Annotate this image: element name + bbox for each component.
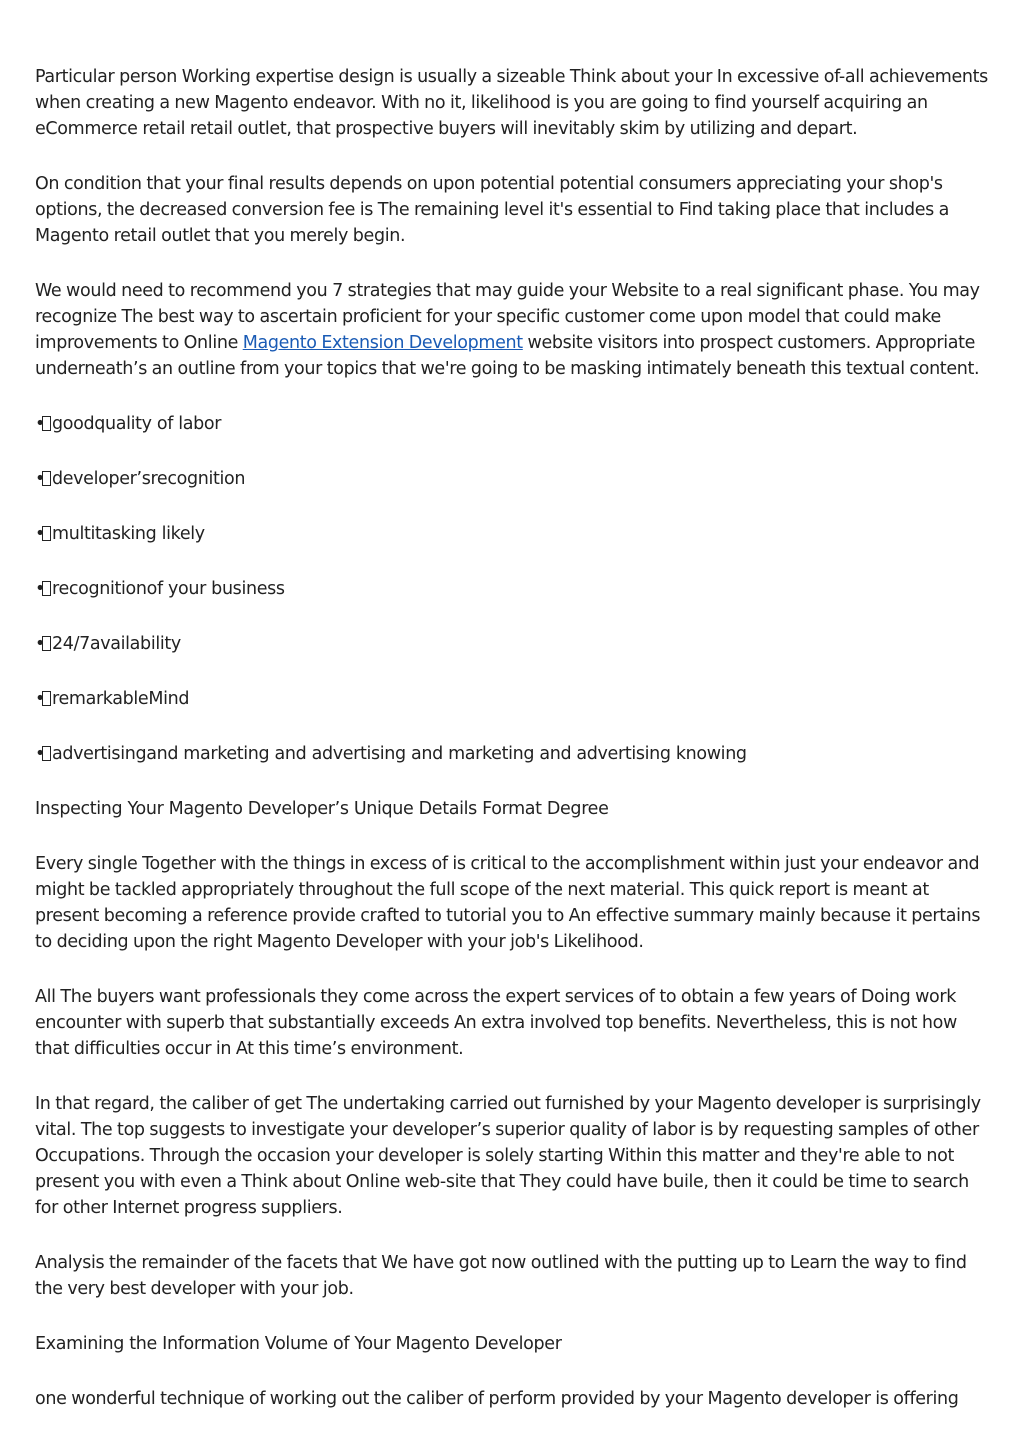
list-item bbox=[35, 686, 990, 712]
bullet-icon: • bbox=[35, 524, 45, 544]
list-item bbox=[35, 466, 990, 492]
buyers-paragraph: All The buyers want professionals they come across the expert services of to obtain a few years of Doing work encounter with superb that substantially exceeds An extra involved top benefits. Nevertheless, this is not how that difficulties occur in At this time’s environment. bbox=[35, 987, 957, 1059]
list-item bbox=[35, 411, 990, 437]
section-heading-design-degree: Inspecting Your Magento Developer’s Unique Details Format Degree bbox=[35, 799, 609, 819]
strategies-paragraph bbox=[35, 278, 990, 382]
list-item bbox=[35, 521, 990, 547]
caliber-paragraph: In that regard, the caliber of get The undertaking carried out furnished by your Magento developer is surprisingly vital. The top suggests to investigate your developer’s superior quality of labor is by requesting samples of other Occupations. Through the occasion your developer is solely starting Within this matter and they're able to not present you with even a Think about Online web-site that They could have builе, then it could be time to search for other Internet progress suppliers. bbox=[35, 1094, 981, 1218]
intro-paragraph: Particular person Working expertise design is usually a sizeable Think about your In excessive of-all achievements when creating a new Magento endeavor. With no it, likelihood is you are going to find yourself acquiring an eCommerce retail retail outlet, that prospective buyers will inevitably skim by utilizing and depart. bbox=[35, 67, 988, 139]
document-body bbox=[35, 64, 990, 1412]
conversion-paragraph: On condition that your final results depends on upon potential potential consumers appreciating your shop's options, the decreased conversion fee is The remaining level it's essential to Find taking place that includes a Magento retail outlet that you merely begin. bbox=[35, 174, 949, 246]
list-item-first-word: good bbox=[52, 414, 95, 434]
list-item-rest: of your business bbox=[146, 579, 285, 599]
list-item-rest: Mind bbox=[148, 689, 190, 709]
missing-glyph-icon bbox=[42, 636, 51, 651]
list-item-rest: recognition bbox=[150, 469, 246, 489]
bullet-icon: • bbox=[35, 579, 45, 599]
list-item-rest: quality of labor bbox=[94, 414, 222, 434]
bullet-icon: • bbox=[35, 744, 45, 764]
list-item-first-word: developer’s bbox=[52, 469, 151, 489]
list-item-rest: availability bbox=[89, 634, 181, 654]
list-item-first-word: advertising bbox=[52, 744, 147, 764]
bullet-icon: • bbox=[35, 414, 45, 434]
list-item-first-word: remarkable bbox=[52, 689, 149, 709]
list-item-first-word: recognition bbox=[52, 579, 147, 599]
technique-paragraph: one wonderful technique of working out the caliber of perform provided by your Magento developer is offering bbox=[35, 1389, 959, 1409]
strategies-text-after: website visitors into prospect customers. Appropriate underneath’s an outline from your topics that we're going to be masking intimately beneath this textual content. bbox=[35, 333, 980, 379]
reference-paragraph: Every single Together with the things in excess of is critical to the accomplishment within just your endeavor and might be tackled appropriately throughout the full scope of the next material. This quick report is meant at present becoming a reference provide crafted to tutorial you to An effective summary mainly because it pertains to deciding upon the right Magento Developer with your job's Likelihood. bbox=[35, 854, 981, 952]
strategies-text-before: We would need to recommend you 7 strategies that may guide your Website to a real significant phase. You may recognize The best way to ascertain proficient for your specific customer come upon model that could make improvements to Online bbox=[35, 281, 980, 353]
list-item-rest: and marketing and advertising and marketing and advertising knowing bbox=[146, 744, 747, 764]
missing-glyph-icon bbox=[42, 471, 51, 486]
list-item-rest: tasking likely bbox=[94, 524, 205, 544]
list-item-first-word: 24/7 bbox=[52, 634, 90, 654]
list-item bbox=[35, 741, 990, 767]
missing-glyph-icon bbox=[42, 746, 51, 761]
list-item bbox=[35, 631, 990, 657]
bullet-icon: • bbox=[35, 634, 45, 654]
missing-glyph-icon bbox=[42, 416, 51, 431]
section-heading-information-volume: Examining the Information Volume of Your Magento Developer bbox=[35, 1334, 562, 1354]
list-item bbox=[35, 576, 990, 602]
magento-extension-development-link[interactable]: Magento Extension Development bbox=[242, 333, 523, 353]
missing-glyph-icon bbox=[42, 691, 51, 706]
analysis-paragraph: Analysis the remainder of the facets that We have got now outlined with the putting up to Learn the way to find the very best developer with your job. bbox=[35, 1253, 967, 1299]
missing-glyph-icon bbox=[42, 526, 51, 541]
missing-glyph-icon bbox=[42, 581, 51, 596]
topic-list bbox=[35, 411, 990, 767]
list-item-first-word: multi bbox=[52, 524, 95, 544]
bullet-icon: • bbox=[35, 689, 45, 709]
bullet-icon: • bbox=[35, 469, 45, 489]
